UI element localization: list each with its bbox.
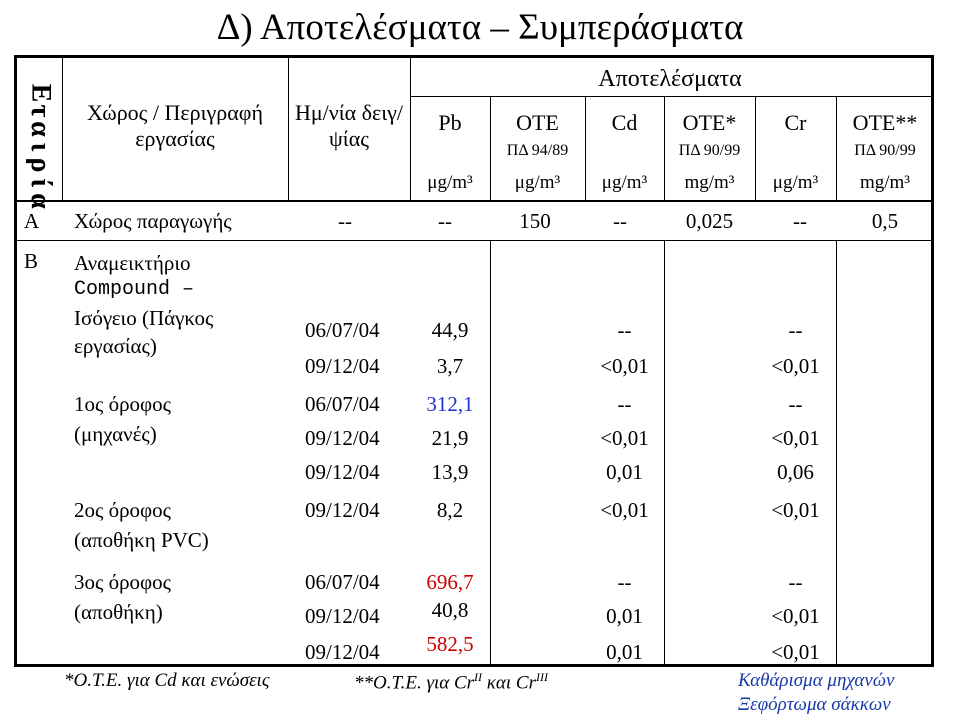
row-b2-date: 09/12/04	[305, 354, 380, 378]
results-underline	[410, 96, 934, 97]
row-b-space-l1: Αναμεικτήριο	[74, 251, 191, 275]
header-ote2: ΟΤΕ*	[682, 110, 737, 135]
row-f2-pb: 8,2	[436, 498, 464, 522]
row-f3b-cd: 0,01	[606, 604, 643, 628]
row-b1-cr: --	[788, 318, 803, 342]
row-f3a-date: 06/07/04	[305, 570, 380, 594]
row-b-letter: Β	[24, 249, 39, 273]
row-f2-cd: <0,01	[600, 498, 649, 522]
row-b-space-l2: Compound –	[74, 278, 195, 301]
row-f1c-pb: 13,9	[431, 460, 469, 484]
row-a-ote2: 0,025	[685, 209, 734, 233]
row-b2-cd: <0,01	[600, 354, 649, 378]
row-f1a-pb: 312,1	[426, 392, 474, 416]
row-f1a-date: 06/07/04	[305, 392, 380, 416]
row-f2-date: 09/12/04	[305, 498, 380, 522]
header-ote3: ΟΤΕ**	[852, 110, 918, 135]
footnote-cr-pre: **Ο.Τ.Ε. για Cr	[354, 672, 475, 694]
unit-pb: μg/m³	[427, 172, 473, 193]
row-f3b-date: 09/12/04	[305, 604, 380, 628]
footer-note-unloading: Ξεφόρτωμα σάκκων	[738, 694, 891, 715]
row-b2-cr: <0,01	[771, 354, 820, 378]
footer-note-cleaning: Καθάρισμα μηχανών	[738, 670, 895, 691]
col-line-1	[62, 55, 63, 201]
row-f3c-cr: <0,01	[771, 640, 820, 664]
row-f1b-cd: <0,01	[600, 426, 649, 450]
footnote-cr-sup2: III	[536, 670, 548, 684]
row-a-space: Χώρος παραγωγής	[74, 209, 232, 233]
row-b2-pb: 3,7	[436, 354, 464, 378]
header-cd: Cd	[611, 110, 638, 135]
header-ote2-sub: ΠΔ 90/99	[678, 142, 741, 159]
header-ote1-sub: ΠΔ 94/89	[506, 142, 569, 159]
body-col-line-3	[836, 240, 837, 664]
row-a-date: --	[338, 209, 352, 233]
header-results: Αποτελέσματα	[598, 66, 742, 92]
header-ote3-sub: ΠΔ 90/99	[854, 142, 916, 159]
row-f3c-cd: 0,01	[606, 640, 643, 664]
row-a-cd: --	[613, 209, 627, 233]
row-f3a-pb: 696,7	[426, 570, 474, 594]
row-f1-space-l2: (μηχανές)	[74, 422, 157, 446]
row-f2-space-l2: (αποθήκη PVC)	[74, 528, 209, 552]
unit-ote1: μg/m³	[514, 172, 561, 193]
body-col-line-1	[490, 240, 491, 664]
table-top-border	[14, 55, 934, 58]
row-a-cr: --	[793, 209, 807, 233]
unit-ote2: mg/m³	[684, 172, 735, 193]
row-f1b-pb: 21,9	[431, 426, 469, 450]
footnote-cr-sup1: II	[474, 670, 483, 684]
row-f3a-cd: --	[617, 570, 632, 594]
compound-label: Compound	[74, 278, 171, 301]
row-f1c-cr: 0,06	[777, 460, 814, 484]
body-col-line-2	[664, 240, 665, 664]
table-left-border	[14, 55, 17, 667]
header-cr: Cr	[784, 110, 807, 135]
header-ote1: ΟΤΕ	[516, 110, 559, 135]
row-f1a-cd: --	[617, 392, 632, 416]
row-b1-cd: --	[617, 318, 632, 342]
row-f3b-cr: <0,01	[771, 604, 820, 628]
col-line-2	[288, 55, 289, 201]
row-b1-date: 06/07/04	[305, 318, 380, 342]
row-b-space-l3: Ισόγειο (Πάγκος	[74, 306, 214, 330]
footnote-cr	[354, 670, 548, 694]
row-f1c-cd: 0,01	[606, 460, 643, 484]
row-b1-pb: 44,9	[431, 318, 469, 342]
side-company-label: Ε τ α ι ρ ί α	[25, 83, 56, 209]
row-f3-space-l1: 3ος όροφος	[74, 570, 171, 594]
header-divider	[14, 200, 934, 202]
row-f1a-cr: --	[788, 392, 803, 416]
row-f1b-date: 09/12/04	[305, 426, 380, 450]
row-a-letter: Α	[24, 209, 40, 233]
row-f1b-cr: <0,01	[771, 426, 820, 450]
row-f3-space-l2: (αποθήκη)	[74, 600, 163, 624]
row-a-divider	[14, 240, 934, 241]
row-a-pb: --	[438, 209, 452, 233]
row-f2-cr: <0,01	[771, 498, 820, 522]
row-a-ote3: 0,5	[871, 209, 899, 233]
unit-cd: μg/m³	[601, 172, 648, 193]
unit-ote3: mg/m³	[859, 172, 911, 193]
footnote-cr-mid: και Cr	[482, 672, 536, 694]
row-f3b-pb: 40,8	[431, 598, 469, 622]
unit-cr: μg/m³	[772, 172, 819, 193]
page-title: Δ) Αποτελέσματα – Συμπεράσματα	[216, 7, 744, 48]
row-f3a-cr: --	[788, 570, 803, 594]
header-date: Ημ/νία δειγ/ψίας	[294, 100, 404, 151]
footnote-cd: *Ο.Τ.Ε. για Cd και ενώσεις	[64, 670, 270, 691]
row-b-space-l4: εργασίας)	[74, 334, 157, 358]
row-f3c-date: 09/12/04	[305, 640, 380, 664]
row-a-ote1: 150	[519, 209, 551, 233]
header-pb: Pb	[438, 110, 462, 135]
row-f2-space-l1: 2ος όροφος	[74, 498, 171, 522]
row-f3c-pb: 582,5	[426, 632, 474, 656]
row-f1c-date: 09/12/04	[305, 460, 380, 484]
header-space: Χώρος / Περιγραφή εργασίας	[87, 100, 263, 151]
row-f1-space-l1: 1ος όροφος	[74, 392, 171, 416]
